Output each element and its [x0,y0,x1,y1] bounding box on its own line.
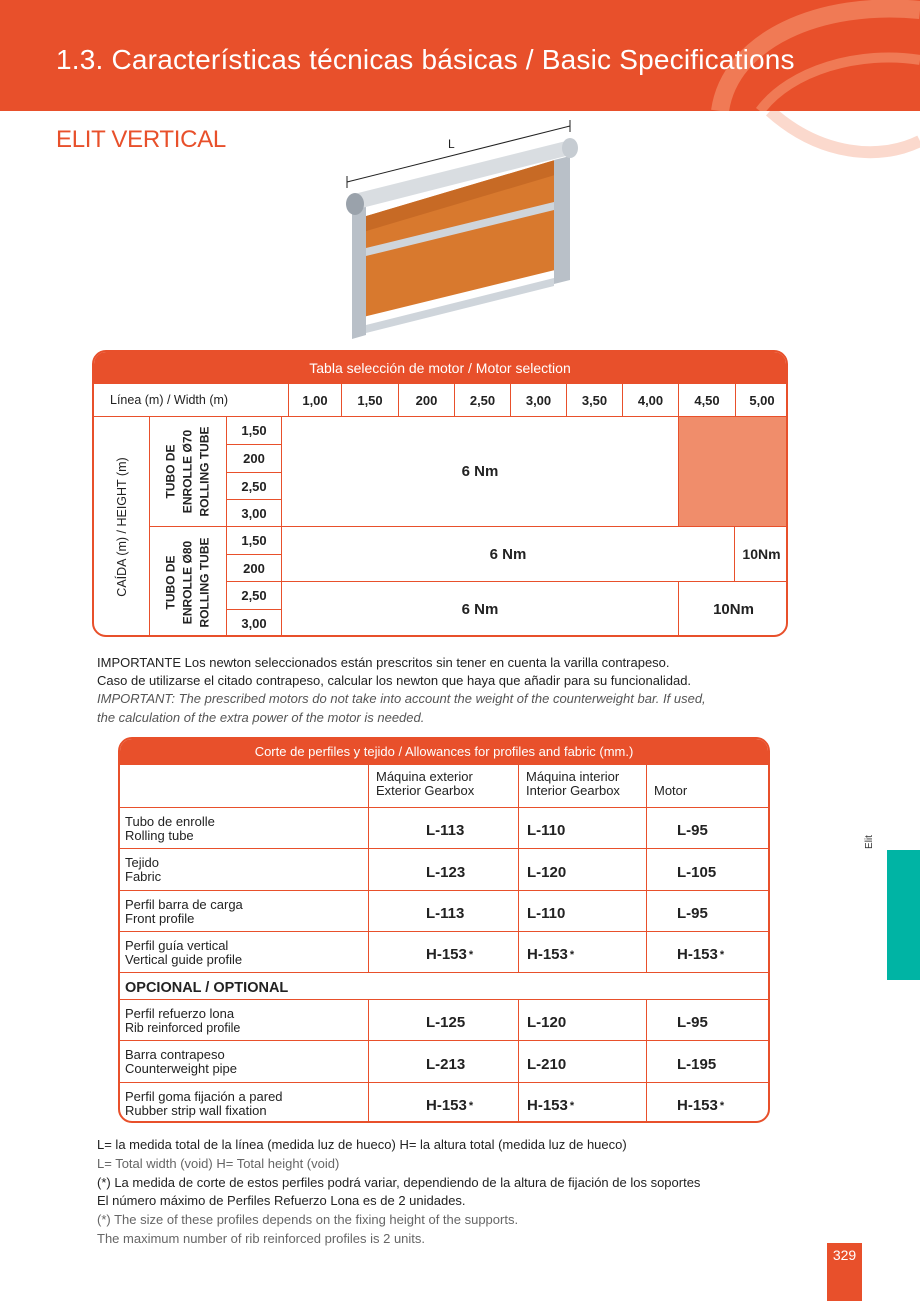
motor-table-title: Tabla selección de motor / Motor selection [94,352,786,384]
value-interior: H-153 * [519,932,647,973]
height-axis-label: CAÍDA (m) / HEIGHT (m) [114,457,129,597]
footnote-3: (*) La medida de corte de estos perfiles podrá variar, dependiendo de la altura de fijación de los soportes [97,1175,701,1190]
note-en-line1: IMPORTANT: The prescribed motors do not take into account the weight of the counterweight bar. If used, [97,691,706,706]
table-row-label [120,1041,369,1083]
height-value: 1,50 [227,417,282,445]
table-row-label [120,891,369,932]
profiles-table-title: Corte de perfiles y tejido / Allowances for profiles and fabric (mm.) [120,739,768,765]
value-interior: L-110 [519,891,647,932]
value-interior: L-210 [519,1041,647,1083]
table-row-label [120,1083,369,1123]
tube-80-line2: ENROLLE Ø80 [180,540,195,624]
footnote-4: El número máximo de Perfiles Refuerzo Lona es de 2 unidades. [97,1193,466,1208]
unavailable-zone [679,417,788,527]
value-exterior: L-125 [369,1000,519,1041]
width-value: 3,00 [511,384,567,417]
col-exterior-line1: Máquina exterior [376,769,473,784]
page-header [0,0,920,111]
row-label-en: Rubber strip wall fixation [125,1103,267,1118]
height-value: 1,50 [227,527,282,555]
torque-10nm-tube80-high: 10Nm [713,601,754,618]
width-value: 200 [399,384,455,417]
tube-80-cell [150,527,227,637]
table-row-label [120,808,369,849]
row-label-es: Tubo de enrolle [125,814,215,829]
col-motor: Motor [647,765,770,808]
footnote-6: The maximum number of rib reinforced profiles is 2 units. [97,1231,426,1246]
torque-10nm-tube80-low: 10Nm [735,527,788,582]
width-value: 2,50 [455,384,511,417]
header-swirl-tail [760,111,920,171]
dimension-label: L [448,137,455,151]
row-label-en: Vertical guide profile [125,952,243,967]
row-label-es: Tejido [125,855,159,870]
row-label-es: Perfil refuerzo lona [125,1006,235,1021]
value-motor: L-95 [647,808,770,849]
value-exterior: L-213 [369,1041,519,1083]
value-motor: H-153 * [647,932,770,973]
note-en-line2: the calculation of the extra power of the motor is needed. [97,710,425,725]
width-value: 1,50 [342,384,399,417]
width-value: 3,50 [567,384,623,417]
value-interior: L-120 [519,849,647,891]
row-label-es: Perfil goma fijación a pared [125,1089,283,1104]
col-interior-line2: Interior Gearbox [526,783,620,798]
col-exterior-gearbox [369,765,519,808]
tube-80-line3: ROLLING TUBE [197,537,212,627]
motor-selection-table [92,350,788,637]
footnote-2: L= Total width (void) H= Total height (void) [97,1156,340,1171]
value-interior: H-153 * [519,1083,647,1123]
value-motor: H-153 * [677,1097,725,1114]
tube-70-line1: TUBO DE [163,444,178,499]
tube-70-line2: ENROLLE Ø70 [180,429,195,514]
height-value: 2,50 [227,473,282,500]
value-exterior: H-153 * [369,1083,519,1123]
value-exterior: L-113 [369,808,519,849]
width-value: 1,00 [289,384,342,417]
row-label-es: Barra contrapeso [125,1047,225,1062]
col-interior-line1: Máquina interior [526,769,620,784]
optional-section-label: OPCIONAL / OPTIONAL [120,973,770,1000]
row-label-en: Rib reinforced profile [125,1021,241,1035]
section-side-tab [887,850,920,980]
profiles-allowance-table [118,737,770,1123]
table-row-label [120,1000,369,1041]
height-value: 3,00 [227,610,282,637]
value-motor: L-105 [647,849,770,891]
value-exterior: L-113 [369,891,519,932]
value-motor: L-95 [647,891,770,932]
footnote-5: (*) The size of these profiles depends on the fixing height of the supports. [97,1212,519,1227]
page-number: 329 [827,1243,862,1301]
torque-6nm-tube80-high: 6 Nm [282,582,679,637]
table-row-label [120,849,369,891]
row-label-en: Fabric [125,869,162,884]
row-label-es: Perfil barra de carga [125,897,243,912]
col-interior-gearbox [519,765,647,808]
height-label-cell [94,417,150,637]
col-exterior-line2: Exterior Gearbox [376,783,475,798]
height-value: 2,50 [227,582,282,610]
section-title: ELIT VERTICAL [56,126,226,153]
value-interior: L-110 [519,808,647,849]
width-row-header: Línea (m) / Width (m) [94,384,289,417]
tube-70-line3: ROLLING TUBE [197,426,212,517]
torque-6nm-tube70: 6 Nm [282,417,679,527]
elit-vertical-illustration [330,120,590,350]
row-label-en: Front profile [125,911,195,926]
width-value: 5,00 [736,384,788,417]
note-es-line2: Caso de utilizarse el citado contrapeso, calcular los newton que haya que añadir para su funcionalidad. [97,673,692,688]
side-tab-label: Elit [864,835,875,849]
tube-70-cell [150,417,227,527]
footnote-1: L= la medida total de la línea (medida luz de hueco) H= la altura total (medida luz de hueco) [97,1137,627,1152]
tube-80-line1: TUBO DE [163,555,178,609]
height-value: 200 [227,555,282,582]
height-value: 3,00 [227,500,282,527]
note-es-line1: IMPORTANTE Los newton seleccionados están prescritos sin tener en cuenta la varilla contrapeso. [97,655,670,670]
row-label-en: Counterweight pipe [125,1061,238,1076]
blank-corner [120,765,369,808]
width-value: 4,00 [623,384,679,417]
page-title: 1.3. Características técnicas básicas / Basic Specifications [56,44,795,75]
value-exterior: H-153 * [369,932,519,973]
height-value: 200 [227,445,282,473]
value-interior: L-120 [519,1000,647,1041]
row-label-en: Rolling tube [125,828,194,843]
value-motor: L-195 [647,1041,770,1083]
value-exterior: L-123 [369,849,519,891]
value-motor: L-95 [647,1000,770,1041]
row-label-es: Perfil guía vertical [125,938,229,953]
width-value: 4,50 [679,384,736,417]
torque-6nm-tube80-low: 6 Nm [282,527,735,582]
table-row-label [120,932,369,973]
